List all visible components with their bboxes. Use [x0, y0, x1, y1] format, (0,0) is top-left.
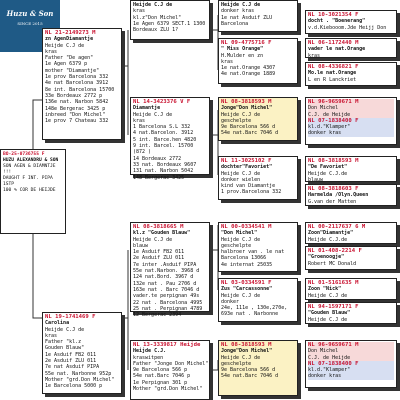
gggp-card — [305, 38, 397, 58]
card-line: 4e nat Barcelona 3912 — [45, 80, 109, 87]
subject-line: DAUGHT F INT. PIPA 1STP — [3, 176, 53, 187]
ring-id: NL 11-3025102 F — [221, 158, 272, 164]
card-line: "Gouden Blauw" — [308, 310, 351, 317]
ring-id: NL 00-0334541 M — [221, 224, 272, 230]
card-line: 54e nat.Barc 7046 p — [133, 373, 191, 380]
card-line: 1e Perpignan 301 p — [133, 379, 188, 386]
card-line: Father "Jonge Don Michel" — [133, 360, 209, 367]
card-line: 148 Bergerac 3425 — [133, 174, 185, 181]
card-line: Heijde C.J de — [221, 111, 261, 118]
card-line: 124 nat.Bord. 3967 d — [133, 274, 194, 281]
card-line: Carolina — [45, 320, 70, 327]
card-line: 1 Barcelona S.L 332 — [133, 124, 191, 131]
logo-since: SINCE 2015 — [17, 21, 43, 26]
card-line: donker kras — [308, 130, 394, 136]
card-line: kraswitpen — [133, 354, 164, 361]
card-line: 25 nat . Perpignan 4789 — [133, 305, 203, 312]
card-line: 1e Asduif FB2 011 — [133, 249, 185, 256]
card-line: Zoon "Nick" — [308, 286, 342, 293]
card-line: Father "De agen" — [45, 55, 94, 62]
gggp-card — [305, 97, 397, 145]
grandsire-card — [130, 0, 210, 40]
card-line: Robert MC Donald — [308, 260, 357, 267]
granddam-card — [130, 97, 210, 181]
ggp-card — [218, 278, 298, 322]
gggp-card — [305, 302, 397, 324]
card-line: v.d.Kiebooom.Jde Heijj Don — [308, 24, 387, 31]
card-line: 2e Asduif ZLU 011 — [133, 255, 185, 262]
card-line: 22 nat . Barcelona 4995 — [133, 299, 203, 306]
subject-card — [0, 149, 66, 234]
ring-id: NL 08-3818603 F — [308, 186, 359, 192]
card-line: 9 int. Barcel. 15700 — [133, 143, 194, 150]
card-line: 7e nat Asduif PIPA — [45, 364, 100, 371]
card-line: kl.d."Klamper" — [308, 367, 394, 373]
ring-id: NL 96-9659671 M — [308, 342, 394, 348]
card-line: 24e, 111e , 130e,270e, — [221, 305, 288, 312]
card-line: kl.d."Klamper" — [308, 124, 394, 130]
card-line: (872 ) — [133, 149, 152, 156]
card-line: Zoon"Diamantje" — [308, 230, 354, 237]
ring-id: NL 08-4336821 F — [308, 64, 359, 70]
ring-id: NL 07-1838400 F — [308, 361, 394, 367]
gggp-card — [305, 62, 397, 86]
card-line: 1e nat.Orange 4307 — [221, 65, 276, 72]
card-line: Heijde C.J.de — [308, 236, 348, 243]
subject-title: HUZU ALEXANDRU & SON — [3, 158, 59, 163]
ring-id: NL 08-3818665 M — [133, 224, 184, 230]
card-line: Mother "grd.Don Michel" — [45, 376, 115, 383]
ring-id: NL 21-2149273 M — [45, 30, 96, 36]
card-line: Harmelda /Olyn.Queen — [308, 192, 369, 199]
card-line: 1e Asduif FB2 011 — [45, 351, 97, 358]
card-line: mother "Diamantje" — [45, 67, 100, 74]
gggp-card — [305, 156, 397, 182]
card-line: 12 Bergerac 2394 — [133, 312, 182, 319]
card-line: Heijde C.J. — [133, 348, 167, 355]
card-line: kras — [45, 48, 58, 55]
card-line: 5 int. Barce.hen 4820 — [133, 136, 197, 143]
card-line: " Miss Orange" — [221, 46, 264, 53]
ggp-card — [218, 340, 298, 396]
subject-line: 100 % COR DE HEIJDE — [3, 188, 56, 193]
card-line: Mo.le nat.Orange — [308, 70, 357, 77]
ring-id: NL 06-1172440 M — [308, 40, 359, 46]
card-line: kras — [221, 58, 234, 65]
gggp-card — [305, 10, 397, 34]
card-line: 2e Asduif ZLU 011 — [45, 358, 97, 365]
card-line: 14 Bordeaux 2772 — [133, 155, 182, 162]
card-line: "Don Michel" — [221, 230, 258, 237]
card-line: 1e Agen 6379 p — [45, 61, 88, 68]
card-line: Heijde C.J de — [221, 292, 261, 299]
ring-id: NL 10-3021354 F — [308, 12, 359, 18]
card-line: 33e Bordeaux 2772 p — [45, 92, 103, 99]
card-line: 163e nat . Barc 7046 d — [133, 286, 200, 293]
card-line: docht . "Boenerang" — [308, 18, 366, 25]
card-line: donker wielen — [221, 176, 261, 183]
card-line: donker kras — [308, 373, 394, 379]
card-line: geschelpte — [221, 242, 252, 249]
card-line: 1e nat Asduif ZLU — [221, 14, 273, 21]
card-line: H.Mulder en zn — [221, 52, 264, 59]
card-line: 1e prov Barcelona 332 — [45, 74, 109, 81]
card-line: G.van der Matten — [308, 198, 357, 205]
card-line: zn AgenDiamantje — [45, 36, 94, 43]
gggp-card — [305, 222, 397, 244]
ring-id: NL 01-5161635 M — [308, 280, 359, 286]
card-line: Heijde C.J de — [221, 354, 261, 361]
card-line: Heijde C.J de — [45, 326, 85, 333]
card-line: Diamantje — [133, 105, 161, 112]
card-line: Gouden Blauw" — [45, 345, 85, 352]
ring-id: NL 19-1741469 F — [45, 314, 96, 320]
card-line: kras — [133, 117, 146, 124]
card-line: dochter"Favoriet" — [221, 164, 273, 171]
card-line: kras — [308, 52, 321, 59]
card-line: geschelpte — [221, 360, 252, 367]
ring-id: NL 94-1597171 F — [308, 304, 359, 310]
card-line: Father "kl.z — [45, 339, 82, 346]
card-line: Heijde C.J de — [221, 236, 261, 243]
card-line: 54e nat.Barc 7046 d — [221, 373, 279, 380]
card-line: kind van Diamantje — [221, 183, 276, 190]
card-line: Heijde C.J de — [45, 42, 85, 49]
ring-id: NL 08-3818593 M — [221, 99, 272, 105]
card-line: Heijde C.J de — [308, 292, 348, 299]
ring-id: NL 13-3339817 Heijde — [133, 342, 201, 348]
card-line: Heijde C.J de — [308, 316, 348, 323]
card-line: Barcelona 13066 — [221, 255, 267, 262]
card-line: 136e nat. Narbon 5842 — [45, 99, 109, 106]
card-line: 693e nat . Narbonne — [221, 311, 279, 318]
ring-id: NL 14-3423376 V F — [133, 99, 191, 105]
card-line: Barcelona — [221, 20, 249, 27]
card-line: 4 nat.Barcelon. 3912 — [133, 130, 194, 137]
card-line: 54e nat.Barc 7046 d — [221, 130, 279, 137]
card-line: inbreed "Don Michel" — [45, 111, 106, 118]
card-line: halbroer van . le nat — [221, 249, 285, 256]
card-line: 1e Agen 6379 SECT.1 1300 — [133, 20, 206, 27]
card-line: Don Michel — [308, 348, 394, 354]
card-line: geschelpte — [221, 117, 252, 124]
card-line: 148e Bergerac 3425 p — [45, 105, 106, 112]
ggp-card — [218, 156, 298, 200]
gggp-card — [305, 246, 397, 270]
ring-id: NL 08-3818593 M — [308, 158, 359, 164]
card-line: 33 nat. Bordeaux 9607 — [133, 161, 197, 168]
card-line: vader.te perpignan 49s — [133, 293, 200, 300]
card-line: vader le nat.Orange — [308, 46, 366, 53]
card-line: Bordeaux ZLU 1? — [133, 27, 179, 34]
card-line: "De Favoriet" — [308, 164, 348, 171]
card-line: Heijde C.J de — [133, 2, 173, 8]
card-line: kras — [133, 8, 146, 15]
card-line: 131 nat. Narbon 5042 — [133, 168, 194, 175]
card-line: Jonge"Don Michel" — [221, 348, 273, 355]
ring-id: NL 08-3818593 M — [221, 342, 272, 348]
card-line: Heijde C.J de — [221, 170, 261, 177]
father-card — [42, 28, 122, 140]
ring-id: NL 03-0334591 F — [221, 280, 272, 286]
card-line: 9e Barcelona 566 d — [221, 124, 276, 131]
card-line: L en R Lanckriet — [308, 76, 357, 83]
card-line: Don Michel — [308, 105, 394, 111]
card-line: C.J. de Heijde — [308, 355, 394, 361]
ggp-card — [218, 38, 298, 84]
card-line: Heijde C.J de — [133, 236, 173, 243]
subject-line: SON AGEN & DIAMNTJE !!! — [3, 164, 56, 175]
ring-id: NL 07-1838400 F — [308, 118, 394, 124]
gggp-card — [305, 184, 397, 206]
gggp-card — [305, 340, 397, 388]
card-line: 9e Barcelona 566 d — [221, 367, 276, 374]
card-line: 1 prov.Barcelona 332 — [221, 189, 282, 196]
mother-card — [42, 312, 122, 394]
subject-ring-id: BO-25-0736755 F — [3, 152, 45, 157]
logo-brand: Huzu & Son — [6, 9, 54, 18]
ggp-card — [218, 222, 298, 272]
card-line: 4e nat.Orange 1889 — [221, 71, 276, 78]
grandsire-card — [130, 222, 210, 319]
card-line: donker kras — [221, 8, 255, 15]
card-line: Mother "grd.Don Michel" — [133, 386, 203, 393]
card-line: Heijde C.J de — [133, 111, 173, 118]
card-line: 1e Barcelona 5000 p — [45, 383, 103, 390]
card-line: 55e nat.Narbon. 3968 d — [133, 268, 200, 275]
card-line: "Groenoogje" — [308, 254, 345, 261]
card-line: Zus "Carcassonne" — [221, 286, 273, 293]
gggp-card — [305, 278, 397, 300]
granddam-card — [130, 340, 210, 400]
ring-id: NL 01-408-2214 F — [308, 248, 362, 254]
card-line: kl.z "Gouden Blauw" — [133, 230, 191, 237]
card-line: 4e internat 25035 — [221, 261, 273, 268]
card-line: kl.z"Don Michel" — [133, 14, 182, 21]
ring-id: NL 00-2117637 6 M — [308, 224, 366, 230]
ring-id: NL 09-4775716 F — [221, 40, 272, 46]
card-line: Heijde C.J.de — [308, 170, 348, 177]
card-line: Heijde C.J de — [221, 2, 261, 8]
card-line: donker — [221, 298, 240, 305]
ggp-card — [218, 97, 298, 141]
ring-id: NL 96-9659671 M — [308, 99, 394, 105]
card-line: blauw — [133, 242, 149, 249]
card-line: 8e int. Barcelona 15700 — [45, 86, 115, 93]
card-line: C.J. de Heijde — [308, 112, 394, 118]
card-line: 7e inter .Asduif PIPA — [133, 261, 197, 268]
ggp-card — [218, 0, 298, 32]
card-line: Jonge"Don Michel" — [221, 105, 273, 112]
card-line: blauw — [308, 176, 324, 183]
card-line: kras — [45, 332, 58, 339]
card-line: 1e prov 7 Chateau 332 — [45, 118, 109, 125]
card-line: 132e nat . Pau 2706 d — [133, 280, 197, 287]
card-line: 55e nat. Narbonne 952p — [45, 370, 112, 377]
card-line: 9e Barcelona 566 p — [133, 367, 188, 374]
